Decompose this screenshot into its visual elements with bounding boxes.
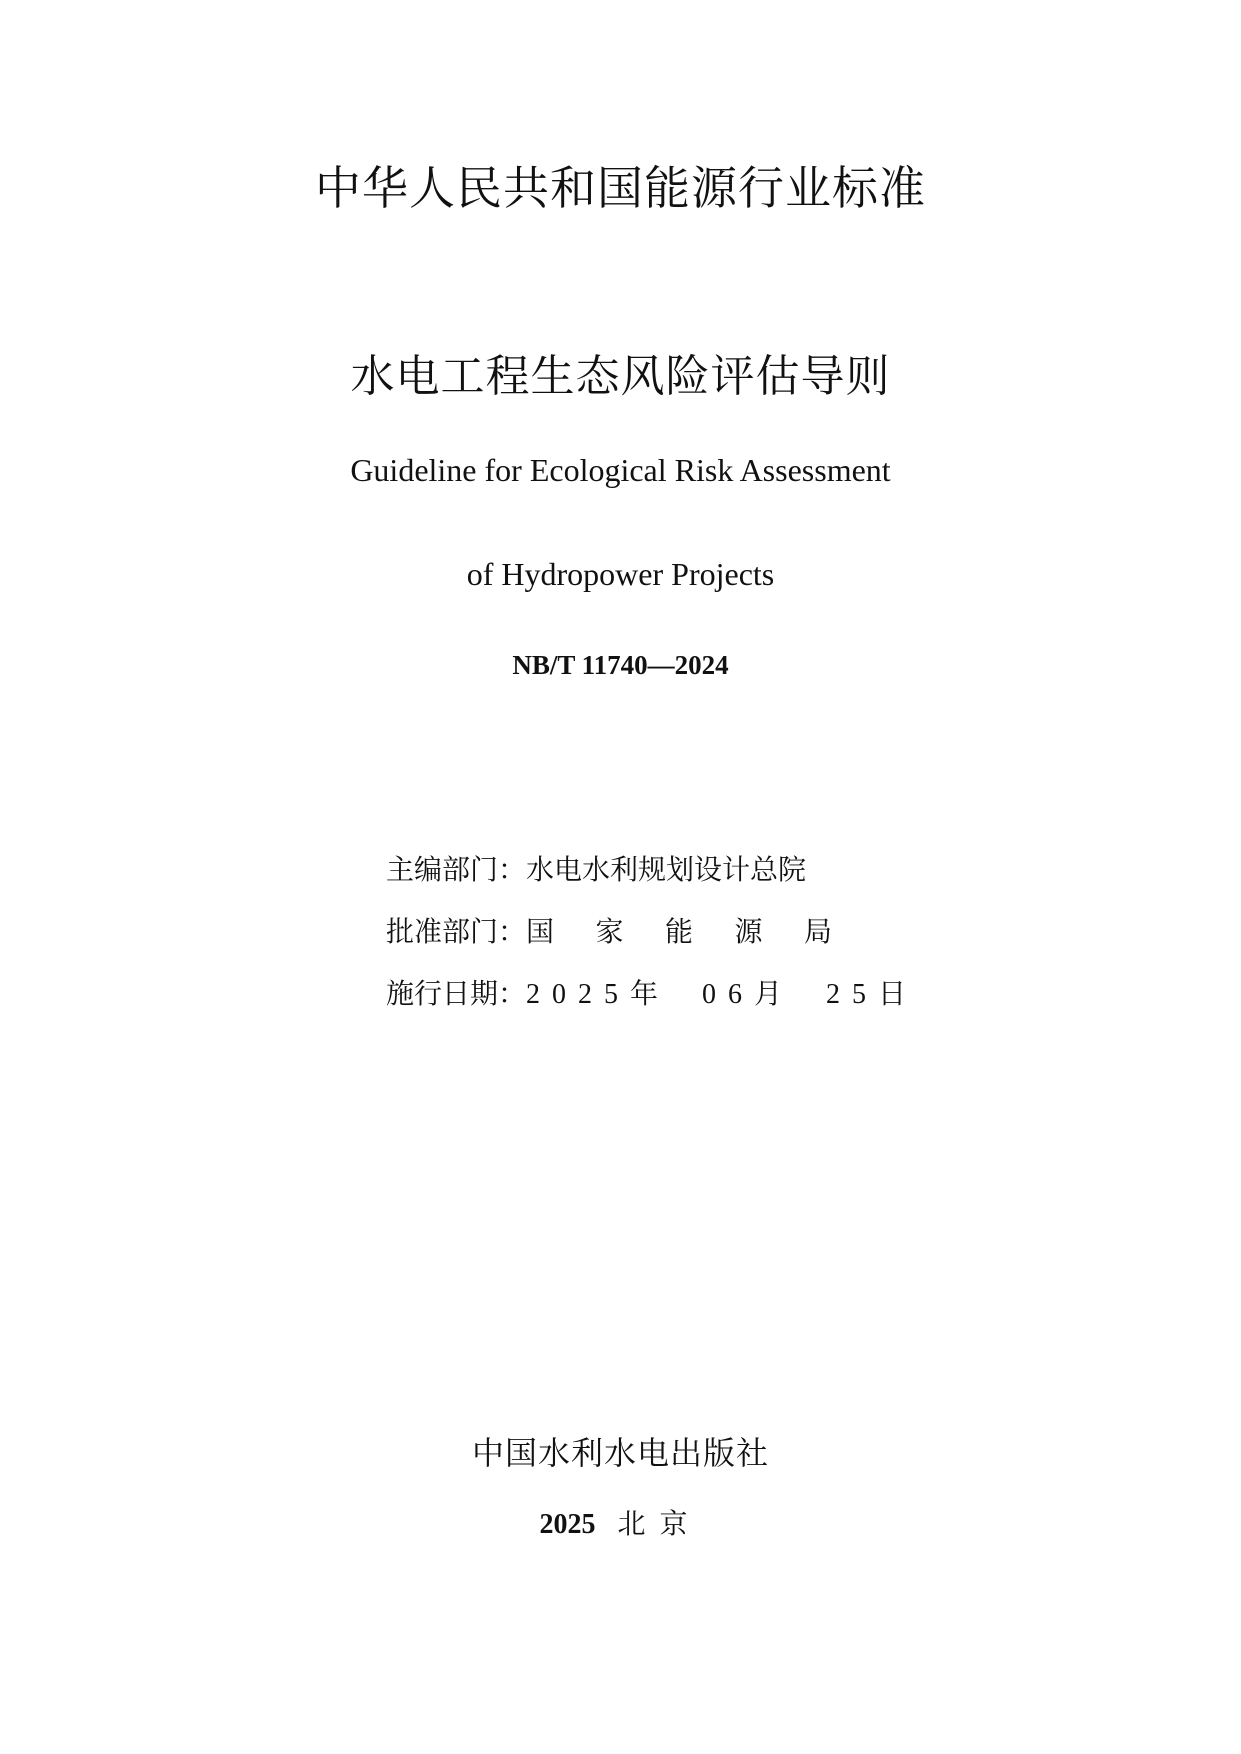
date-day: 25	[826, 979, 879, 1010]
date-month-unit: 月	[754, 977, 783, 1010]
date-year-unit: 年	[630, 977, 659, 1010]
effective-date-label: 施行日期：	[386, 977, 527, 1010]
approver-char: 国	[526, 915, 555, 948]
document-title-en-line2: of Hydropower Projects	[466, 556, 775, 592]
effective-date-row	[386, 972, 906, 1012]
editor-department-row	[386, 848, 806, 888]
approver-char: 家	[595, 915, 624, 948]
approver-char: 局	[803, 915, 832, 948]
date-day-unit: 日	[878, 977, 907, 1010]
approver-char: 源	[734, 915, 763, 948]
standard-type-heading: 中华人民共和国能源行业标准	[315, 161, 926, 215]
document-title-en-line1: Guideline for Ecological Risk Assessment	[350, 452, 891, 488]
standard-code: NB/T 11740—2024	[512, 650, 729, 680]
document-title-zh: 水电工程生态风险评估导则	[350, 351, 891, 402]
approver-department-value	[526, 910, 832, 950]
effective-date-value	[526, 972, 906, 1012]
date-year: 2025	[526, 979, 631, 1010]
publication-year: 2025	[539, 1509, 596, 1540]
approver-char: 能	[664, 915, 693, 948]
publication-place	[0, 1502, 1241, 1542]
editor-department-label: 主编部门：	[386, 853, 527, 886]
approver-department-label: 批准部门：	[386, 915, 527, 948]
editor-department-value: 水电水利规划设计总院	[526, 853, 807, 886]
date-month: 06	[702, 979, 755, 1010]
publisher-name: 中国水利水电出版社	[471, 1434, 769, 1472]
publication-city: 北京	[617, 1507, 702, 1540]
approver-department-row	[386, 910, 832, 950]
